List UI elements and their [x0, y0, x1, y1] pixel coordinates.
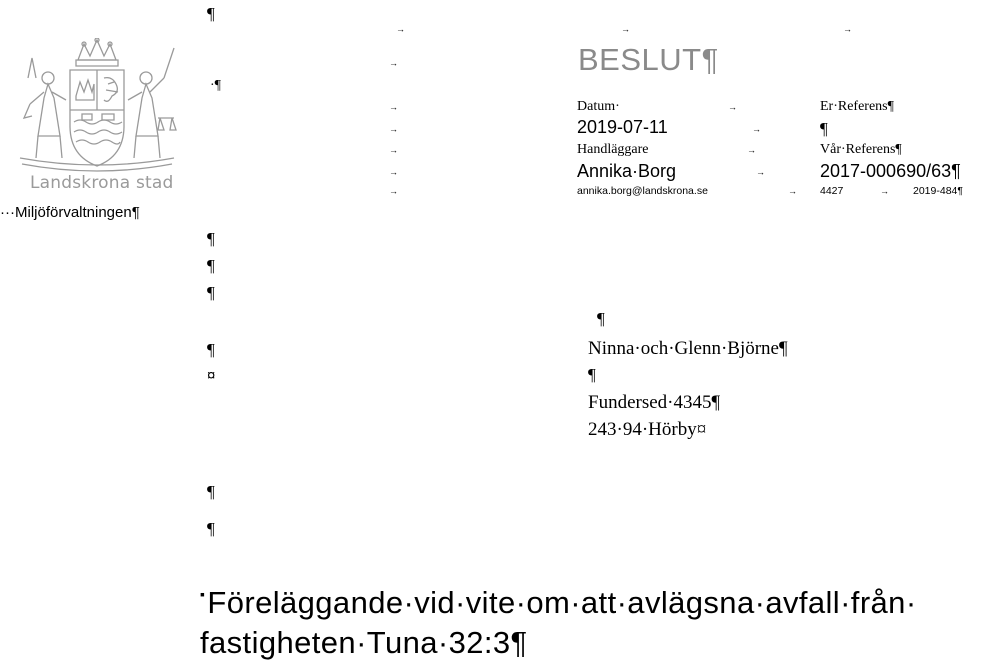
tab-arrow: →	[621, 24, 630, 34]
tab-arrow: →	[728, 102, 737, 112]
recipient-street: Fundersed·4345¶	[588, 392, 721, 413]
tab-arrow: →	[389, 186, 398, 196]
recipient-blank-line-2: ¶	[588, 365, 596, 384]
city-name: Landskrona stad	[30, 173, 174, 193]
recipient-name: Ninna·och·Glenn·Björne¶	[588, 338, 788, 359]
document-title: BESLUT¶	[578, 42, 719, 77]
paragraph-mark: ¶	[207, 229, 215, 248]
tab-arrow: →	[396, 24, 405, 34]
er-referens-label: Er·Referens¶	[820, 99, 894, 114]
var-referens-value: 2017-000690/63¶	[820, 161, 961, 181]
er-referens-value: ¶	[820, 119, 828, 138]
reference-number: 2019-484¶	[913, 185, 964, 197]
tab-arrow: →	[389, 145, 398, 155]
email-address: annika.borg@landskrona.se	[577, 185, 708, 197]
subject-line-1: Föreläggande·vid·vite·om·att·avlägsna·avfall·från·	[207, 585, 917, 620]
reference-code: 4427	[820, 185, 844, 197]
recipient-postal: 243·94·Hörby¤	[588, 419, 707, 440]
tab-arrow: →	[747, 145, 756, 155]
tab-arrow: →	[756, 167, 765, 177]
tab-arrow: →	[389, 102, 398, 112]
paragraph-mark: ¶	[207, 4, 215, 23]
paragraph-mark: ¶	[207, 482, 215, 501]
var-referens-label: Vår·Referens¶	[820, 142, 902, 157]
coat-of-arms-logo	[8, 38, 186, 188]
subject-heading	[200, 574, 917, 663]
handlaggare-value: Annika·Borg	[577, 161, 677, 181]
tab-arrow: →	[880, 186, 889, 196]
department-name: ···Miljöförvaltningen¶	[0, 204, 140, 221]
tab-arrow: →	[389, 124, 398, 134]
tab-arrow: →	[389, 58, 398, 68]
paragraph-mark: ¶	[207, 340, 215, 359]
paragraph-mark: ¶	[207, 519, 215, 538]
tab-arrow: →	[752, 124, 761, 134]
tab-arrow: →	[843, 24, 852, 34]
cell-end-mark: ¤	[207, 367, 216, 384]
tab-arrow: →	[788, 186, 797, 196]
paragraph-mark: ¶	[207, 256, 215, 275]
handlaggare-label: Handläggare	[577, 142, 649, 157]
recipient-blank-line: ¶	[597, 309, 605, 328]
tab-arrow: →	[389, 167, 398, 177]
subject-bullet: ▪	[200, 586, 206, 602]
datum-label: Datum·	[577, 99, 620, 114]
datum-value: 2019-07-11	[577, 117, 668, 137]
empty-paragraph: ·¶	[210, 78, 222, 93]
paragraph-mark: ¶	[207, 283, 215, 302]
subject-line-2: fastigheten·Tuna·32:3¶	[200, 625, 528, 660]
